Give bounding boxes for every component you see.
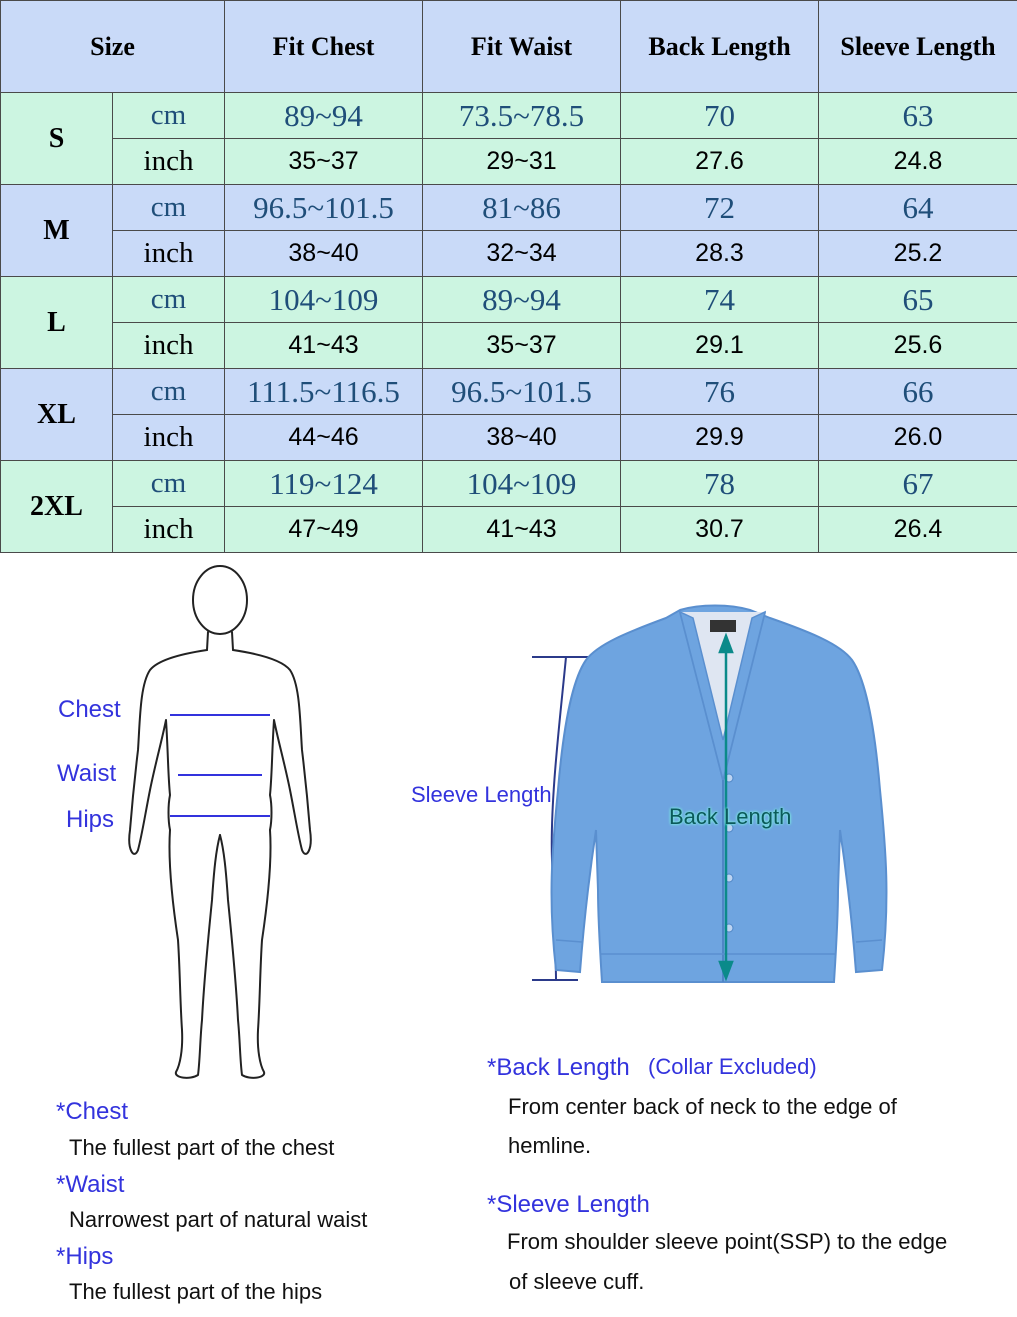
back-cm: 74 xyxy=(621,277,819,323)
sleeve-cm: 65 xyxy=(819,277,1017,323)
hips-label: Hips xyxy=(66,806,115,833)
sleeve-cm: 66 xyxy=(819,369,1017,415)
unit-cell: cm xyxy=(113,277,225,323)
waist-cm: 73.5~78.5 xyxy=(423,93,621,139)
sleeve-length-definition-text-2: of sleeve cuff. xyxy=(509,1269,645,1294)
table-row xyxy=(1,369,1017,415)
unit-cell: inch xyxy=(113,323,225,369)
size-label: S xyxy=(1,93,113,185)
sleeve-length-definition-title: *Sleeve Length xyxy=(487,1191,650,1218)
sleeve-inch: 25.6 xyxy=(819,323,1017,369)
sleeve-inch: 24.8 xyxy=(819,139,1017,185)
sleeve-inch: 26.4 xyxy=(819,507,1017,553)
waist-cm: 104~109 xyxy=(423,461,621,507)
hips-definition-title: *Hips xyxy=(56,1243,114,1270)
size-chart-table xyxy=(0,0,1017,553)
chest-definition-text: The fullest part of the chest xyxy=(69,1135,335,1160)
waist-inch: 32~34 xyxy=(423,231,621,277)
table-row xyxy=(1,93,1017,139)
back-length-definition-note: (Collar Excluded) xyxy=(648,1054,817,1079)
table-row xyxy=(1,461,1017,507)
back-length-definition-text-2: hemline. xyxy=(508,1133,592,1158)
chest-cm: 119~124 xyxy=(225,461,423,507)
size-label: L xyxy=(1,277,113,369)
sleeve-length-figure-label: Sleeve Length xyxy=(411,782,552,807)
hips-definition-text: The fullest part of the hips xyxy=(69,1279,323,1304)
sleeve-cm: 64 xyxy=(819,185,1017,231)
header-back-length: Back Length xyxy=(621,1,819,93)
sleeve-inch: 26.0 xyxy=(819,415,1017,461)
waist-definition-text: Narrowest part of natural waist xyxy=(69,1207,368,1232)
back-length-figure-label: Back Length xyxy=(669,804,792,829)
table-row xyxy=(1,323,1017,369)
size-label: XL xyxy=(1,369,113,461)
header-size: Size xyxy=(1,1,225,93)
back-inch: 27.6 xyxy=(621,139,819,185)
sleeve-cm: 67 xyxy=(819,461,1017,507)
header-sleeve-length: Sleeve Length xyxy=(819,1,1017,93)
back-length-definition-text-1: From center back of neck to the edge of xyxy=(508,1094,897,1119)
waist-definition-title: *Waist xyxy=(56,1171,125,1198)
chest-inch: 41~43 xyxy=(225,323,423,369)
back-inch: 29.1 xyxy=(621,323,819,369)
table-row xyxy=(1,139,1017,185)
chest-label: Chest xyxy=(58,696,121,723)
size-label: M xyxy=(1,185,113,277)
waist-label: Waist xyxy=(57,760,117,787)
body-outline-figure xyxy=(120,560,340,1090)
table-row xyxy=(1,507,1017,553)
unit-cell: inch xyxy=(113,507,225,553)
chest-cm: 89~94 xyxy=(225,93,423,139)
chest-definition-title: *Chest xyxy=(56,1098,129,1125)
back-length-definition-title: *Back Length xyxy=(487,1054,630,1081)
table-row xyxy=(1,277,1017,323)
waist-inch: 38~40 xyxy=(423,415,621,461)
table-row xyxy=(1,231,1017,277)
unit-cell: inch xyxy=(113,231,225,277)
waist-inch: 29~31 xyxy=(423,139,621,185)
header-fit-chest: Fit Chest xyxy=(225,1,423,93)
back-inch: 29.9 xyxy=(621,415,819,461)
chest-inch: 44~46 xyxy=(225,415,423,461)
sleeve-length-definition-text-1: From shoulder sleeve point(SSP) to the edge xyxy=(507,1229,948,1254)
back-cm: 76 xyxy=(621,369,819,415)
chest-inch: 47~49 xyxy=(225,507,423,553)
back-cm: 70 xyxy=(621,93,819,139)
back-cm: 78 xyxy=(621,461,819,507)
back-inch: 30.7 xyxy=(621,507,819,553)
table-row xyxy=(1,415,1017,461)
sleeve-inch: 25.2 xyxy=(819,231,1017,277)
chest-cm: 111.5~116.5 xyxy=(225,369,423,415)
cardigan-figure xyxy=(530,600,900,990)
table-header-row xyxy=(1,1,1017,93)
chest-inch: 38~40 xyxy=(225,231,423,277)
table-row xyxy=(1,185,1017,231)
unit-cell: cm xyxy=(113,461,225,507)
back-inch: 28.3 xyxy=(621,231,819,277)
unit-cell: inch xyxy=(113,139,225,185)
chest-cm: 104~109 xyxy=(225,277,423,323)
unit-cell: inch xyxy=(113,415,225,461)
size-label: 2XL xyxy=(1,461,113,553)
back-cm: 72 xyxy=(621,185,819,231)
waist-inch: 41~43 xyxy=(423,507,621,553)
waist-cm: 96.5~101.5 xyxy=(423,369,621,415)
chest-cm: 96.5~101.5 xyxy=(225,185,423,231)
chest-inch: 35~37 xyxy=(225,139,423,185)
waist-cm: 81~86 xyxy=(423,185,621,231)
unit-cell: cm xyxy=(113,185,225,231)
unit-cell: cm xyxy=(113,369,225,415)
sleeve-cm: 63 xyxy=(819,93,1017,139)
waist-inch: 35~37 xyxy=(423,323,621,369)
waist-cm: 89~94 xyxy=(423,277,621,323)
unit-cell: cm xyxy=(113,93,225,139)
header-fit-waist: Fit Waist xyxy=(423,1,621,93)
